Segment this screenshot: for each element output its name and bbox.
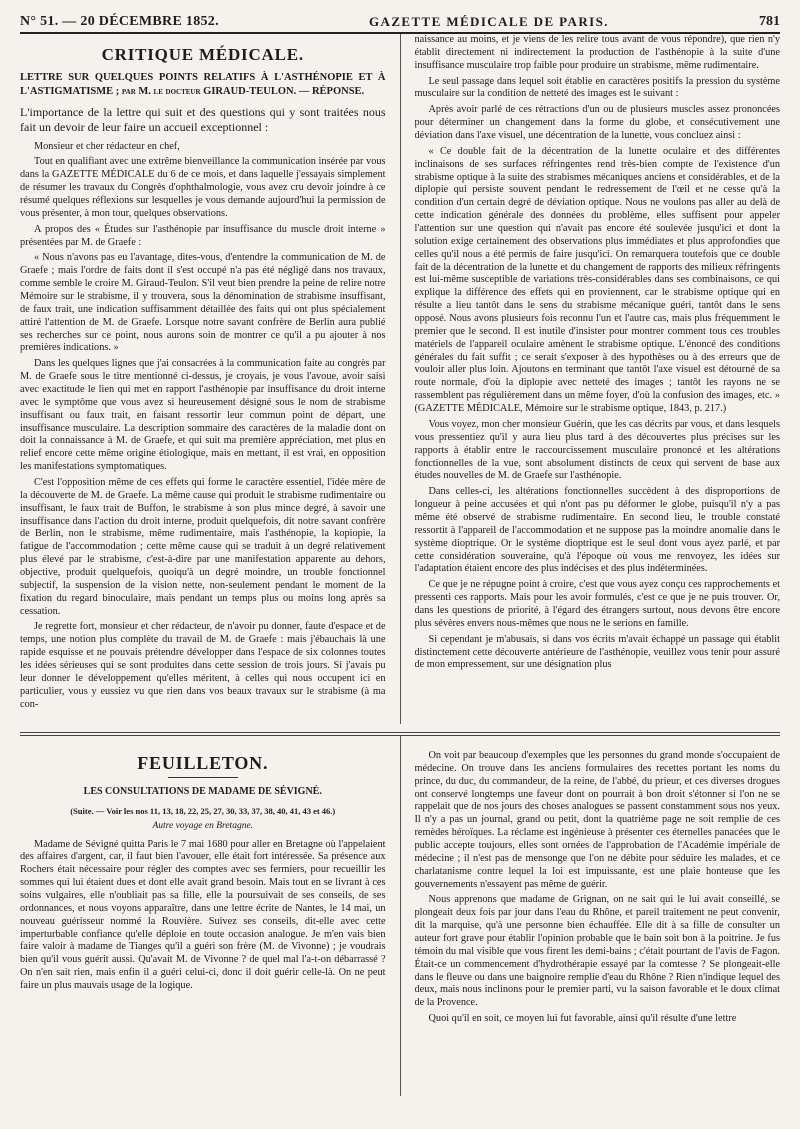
paragraph: Le seul passage dans lequel soit établie en caractères positifs la pression du système musculaire sur la condition de netteté des images est le suivant : <box>414 75 781 100</box>
column-divider <box>400 34 401 724</box>
salutation: Monsieur et cher rédacteur en chef, <box>34 140 180 152</box>
paragraph: Nous apprenons que madame de Grignan, on ne sait qui le lui avait conseillé, se plongeait deux fois par jour dans l'eau du Rhône, et pareil traitement ne peut convenir, dit la marquise, qu'à une personne bien échauffée. Elle dit à sa fille de consulter un auteur fort grave pour établir l'opinion probable que le bain soit bon à la poitrine. Je fus témoin du mal visible que vous firent les demi-bains ; c'était pourtant de l'avis de Fagon. Était-ce un commencement d'hydrothérapie essayé par la comtesse ? Se plongeait-elle dans le fleuve ou dans une baignoire remplie d'eau du Rhône ? Rien n'indique lequel des deux, mais nous inclinons pour le premier parti, vu la saison favorable et le doux climat de la Provence. <box>414 894 781 1009</box>
feuilleton-section <box>20 736 780 1096</box>
feuilleton-title: FEUILLETON. <box>137 753 269 773</box>
paragraph: Dans celles-ci, les altérations fonctionnelles succèdent à des disproportions de longueur à peine accusées et qui n'ont pas pu déformer le globe, puisqu'il n'y a pas même été observé de strabisme rudimentaire. En second lieu, le trouble constaté ressortit à l'appareil de l'accommodation et ne suppose pas la moindre anomalie dans le système dioptrique. Or le système dioptrique est le seul dont vous ayez parlé, et par cette considération souveraine, qu'à l'époque où vous me renvoyez, les idées sur l'adaptation étaient encore des plus indécises et des plus indéterminées. <box>414 486 781 575</box>
paragraph: naissance au moins, et je viens de les relire tous avant de vous répondre), que rien n'y établit directement ni indirectement la production de l'asthénopie à la suite d'une insuffisance musculaire trop faible pour produire un strabisme, même rudimentaire. <box>414 34 781 71</box>
chapter-heading: Autre voyage en Bretagne. <box>152 820 254 831</box>
paragraph: Dans les quelques lignes que j'ai consacrées à la communication faite au congrès par M. de Graefe sous le titre mentionné ci-dessus, je croyais, je vous l'avoue, avoir saisi avec exactitude le lien qui met en rapport l'asthénopie par insuffisance du droit interne avec le symptôme que vous avez si heureusement désigné sous le nom de strabisme insuffisant ou faux trait, en faisant ressortir leur commun point de départ, une insuffisance musculaire. La description sommaire des caractères de la maladie dont on doit la connaissance à M. de Graefe, et qui suit ma première appréciation, met plus en relief encore cette même origine étiologique, mais en mettant, il est vrai, en opposition les manifestations symptomatiques. <box>20 358 386 473</box>
lettre-title: LETTRE SUR QUELQUES POINTS RELATIFS À L'ASTHÉNOPIE ET À L'ASTIGMATISME ; par M. le docteur GIRAUD-TEULON. — RÉPONSE. <box>20 72 386 97</box>
paragraph: Vous voyez, mon cher monsieur Guérin, que les cas décrits par vous, et dans lesquels vous pressentiez qu'il y aura lieu plus tard à des découvertes plus précises sur les rapports à établir entre le raccourcissement musculaire prononcé et les altérations fonctionnelles de la vue, sont absolument distincts de ceux qui servent de base aux études nouvelles de M. de Graefe sur l'asthénopie. <box>414 418 781 482</box>
paragraph: Madame de Sévigné quitta Paris le 7 mai 1680 pour aller en Bretagne où l'appelaient des affaires d'argent, car, il faut bien l'avouer, elle était fort intéressée. Sa présence aux Rochers était nécessaire pour régler des comptes avec ses fermiers, pour recueillir les sommes qui lui étaient dues et dont elle avait grand besoin. Mais tout en se livrant à ces soins vulgaires, elle n'oubliait pas sa fille, elle la poursuivait de ses conseils, de ses ordonnances, et nous voyons apparaître, dans une lettre écrite de Nantes, le 14 mai, un nouveau guérisseur nommé la Rouvière. Suivez ses conseils, dit-elle avec cette imperturbable confiance qu'elle déploie en toute occasion analogue. Je m'en vais bien faire valoir à madame de Tianges qu'il a guéri son frère (M. de Vivonne) ; je voudrais bien qu'il vous guérit aussi. Qu'avait M. de Vivonne ? de quel mal l'a-t-on débarrassé ? On n'en sait rien, mais enfin il a guéri celui-ci, donc il doit guérir celle-là. On ne peut faire un plus mauvais usage de la logique. <box>20 838 386 991</box>
paragraph: Quoi qu'il en soit, ce moyen lui fut favorable, ainsi qu'il résulte d'une lettre <box>428 1013 737 1025</box>
paragraph: « Ce double fait de la décentration de la lunette oculaire et des différentes inclinaisons de ses surfaces réfringentes rend très-bien compte de l'existence d'un strabisme optique à la suite des strabismes mécaniques anciens et considérables, et de la diplopie qui persiste souvent pendant le redressement de l'œil et ne cesse qu'à la condition d'un certain degré de déviation optique. Nous ne voulons pas aller au delà de cette indication générale des données du problème, elles suffisent pour appeler l'attention sur une question qui n'avait pas encore été soulevée jusqu'ici et dont la solution exige certainement des observations plus immédiates et plus approfondies que celles qu'il nous a été permis de faire jusqu'ici. On remarquera toutefois que ce double fait de la décentration de la lunette et du changement de rapports des milieux réfringents est lui-même susceptible de variations très-considérables dans ses combinaisons, ce qui explique la différence des effets qui en proviennent, car le strabisme optique qui en résulte a lieu tantôt dans le sens du strabisme mécanique guéri, tantôt dans le sens opposé. Nous avons plusieurs fois reconnu l'un et l'autre cas, mais plus fréquemment le premier que le second. Il est inutile d'insister pour montrer comment tous ces troubles matériels de l'appareil oculaire amènent le strabisme optique. L'énoncé des conditions générales du fait suffit ; ce serait s'exposer à des hypothèses ou à des erreurs que de vouloir aller plus loin. Ajoutons en terminant que tantôt l'axe visuel est détourné de sa route normale, d'où la diplopie avec netteté des images ; tantôt les rayons ne se rassemblent pas régulièrement dans un même foyer, d'où la confusion des images, etc. » (GAZETTE MÉDICALE, Mémoire sur le strabisme optique, 1843, p. 217.) <box>414 145 781 415</box>
paragraph: Ce que je ne répugne point à croire, c'est que vous ayez conçu ces rapprochements et pressenti ces rapports. Mais pour les avoir formulés, c'est ce que je ne puis trouver. Or, dans les questions de priorité, à l'égard des étrangers surtout, nous devons être encore plus sévères envers nous-mêmes que nous ne le serions en famille. <box>414 579 781 629</box>
paragraph: On voit par beaucoup d'exemples que les personnes du grand monde s'occupaient de médecine. On trouve dans les anciens formulaires des recettes portant les noms du prince, du duc, du commandeur, de la reine, de l'abbé, du prieur, et ces diverses drogues ont conservé longtemps une faveur dont on pourrait à bon droit s'étonner si l'on ne se rappelait que de nos jours des choses analogues se passent constamment sous nos yeux. Il n'y a pas un journal, grand ou petit, dont la quatrième page ne soit remplie de ces remèdes héroïques. La réclame est ingénieuse à présenter ces éternelles panacées que le public accepte toujours, elles sont ornées de l'approbation de l'Académie impériale de médecine ; il n'est pas de mensonge que l'on ne débite pour séduire les malades, et ce charlatanisme contre lequel la loi est impuissante, est une plaie honteuse que les gouvernements n'essayent pas même de guérir. <box>414 750 781 890</box>
page-header <box>20 8 780 30</box>
paragraph: « Nous n'avons pas eu l'avantage, dites-vous, d'entendre la communication de M. de Graefe ; mais l'ordre de faits dont il s'est occupé n'a pas été négligé dans nos travaux, comme semble le croire M. Giraud-Teulon. S'il veut bien prendre la peine de relire notre Mémoire sur le strabisme, il y trouvera, sous la dénomination de strabisme insuffisant, de faux trait, une indication suffisamment détaillée des faits qui ont plus spécialement attiré l'attention de M. de Graefe. Lorsque notre savant confrère de Berlin aura publié ses recherches sur ce point, nous aurons soin de montrer ce qu'il a pu ajouter à nos premières indications. » <box>20 252 386 354</box>
column-divider <box>400 736 401 1096</box>
critique-right-column <box>415 34 781 724</box>
feuilleton-left-column <box>20 736 386 1096</box>
paragraph: A propos des « Études sur l'asthénopie par insuffisance du muscle droit interne » présentées par M. de Graefe : <box>20 223 386 248</box>
suite-note: (Suite. — Voir les nos 11, 13, 18, 22, 25, 27, 30, 33, 37, 38, 40, 41, 43 et 46.) <box>70 806 336 816</box>
issue-number: N° 51. — 20 DÉCEMBRE 1852. <box>20 14 219 29</box>
feuilleton-right-column <box>415 736 781 1096</box>
journal-title: GAZETTE MÉDICALE DE PARIS. <box>369 14 609 29</box>
paragraph: Après avoir parlé de ces rétractions d'un ou de plusieurs muscles assez prononcées pour déterminer un changement dans la forme du globe, et consécutivement une déviation dans l'axe visuel, une décentration de la lunette, vous concluez ainsi : <box>414 104 781 142</box>
critique-section-title: CRITIQUE MÉDICALE. <box>101 45 304 64</box>
critique-left-column <box>20 34 386 724</box>
feuilleton-subtitle: LES CONSULTATIONS DE MADAME DE SÉVIGNÉ. <box>83 785 322 797</box>
title-underline <box>168 777 238 778</box>
page-number: 781 <box>759 14 780 29</box>
paragraph: Tout en qualifiant avec une extrême bienveillance la communication insérée par vous dans la GAZETTE MÉDICALE du 6 de ce mois, et dans laquelle j'essayais simplement de résumer les travaux du Congrès d'ophthalmologie, vous avez cru devoir joindre à ce résumé quelques réflexions sur lesquelles je vous demande aujourd'hui la permission de vous présenter, à mon tour, quelques observations. <box>20 156 386 219</box>
critique-section <box>20 34 780 724</box>
critique-intro: L'importance de la lettre qui suit et des questions qui y sont traitées nous fait un devoir de leur faire un accueil exceptionnel : <box>20 104 386 134</box>
paragraph: Je regrette fort, monsieur et cher rédacteur, de n'avoir pu donner, faute d'espace et de temps, une notion plus complète du travail de M. de Graefe : mais j'ébauchais là une rapide esquisse et ne pouvais prétendre développer dans l'espace de six colonnes toutes les idées sérieuses qui se sont produites dans cette session de trois jours. Si j'avais pu leur donner le développement qu'elles méritent, à celles qui nous occupent ici en particulier, vous y eussiez vu que rien dans vos beaux travaux sur le strabisme (à ma con- <box>20 621 386 710</box>
paragraph: Si cependant je m'abusais, si dans vos écrits m'avait échappé un passage qui établit distinctement cette découverte antérieure de l'asthénopie, veuillez vous tenir pour assuré de mon empressement, sur une désignation plus <box>414 633 781 671</box>
paragraph: C'est l'opposition même de ces effets qui forme le caractère essentiel, l'idée mère de la découverte de M. de Graefe. La même cause qui produit le strabisme rudimentaire ou insuffisant, le faux trait de Buffon, le strabisme à son plus mince degré, à savoir une insuffisance dans l'action du droit interne, produit quelquefois, dit notre savant confrère de Berlin, non le strabisme, même rudimentaire, mais l'asthénopie, la kopiopie, la fatigue de l'accommodation ; cette même cause qui se traduit à un degré relativement plus élevé par le strabisme, c'est-à-dire par une manifestation apparente au dehors, objective, produit quelquefois, quoiqu'à un degré moindre, un trouble fonctionnel subjectif, la suspension de la vision nette, non-seulement pendant le moment de la fixation du regard binoculaire, mais pendant un temps plus ou moins long après sa cessation. <box>20 477 386 617</box>
